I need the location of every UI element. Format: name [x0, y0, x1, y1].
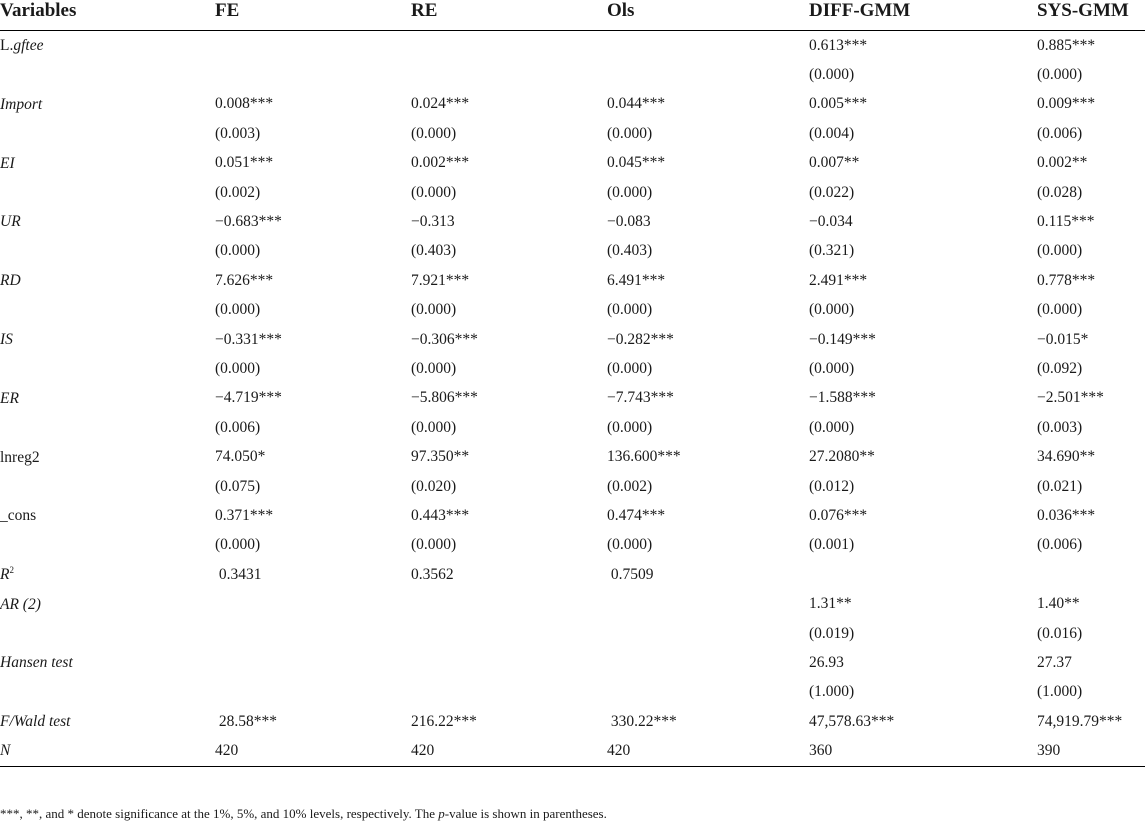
table-row — [0, 560, 1145, 589]
table-row — [0, 736, 1145, 766]
table-cell: 420 — [215, 736, 411, 766]
variable-label — [0, 736, 215, 766]
variable-label — [0, 501, 215, 530]
table-cell: 0.613*** — [809, 36, 868, 54]
column-header: FE — [215, 0, 411, 31]
table-cell: −0.083 — [607, 213, 651, 231]
variable-label — [0, 237, 215, 266]
variable-label-italic: gftee — [13, 37, 44, 55]
table-cell: (0.000) — [809, 359, 855, 377]
table-cell: 0.005*** — [809, 95, 868, 113]
table-cell: 0.051*** — [215, 154, 274, 172]
table-cell: (0.403) — [411, 242, 457, 260]
table-cell: 0.474*** — [607, 506, 666, 524]
table-cell: (0.321) — [809, 242, 855, 260]
variable-label — [0, 207, 215, 236]
table-cell: −1.588*** — [809, 389, 876, 407]
table-row — [0, 707, 1145, 736]
table-cell: −0.331*** — [215, 330, 282, 348]
table-cell — [607, 31, 809, 61]
variable-label — [0, 589, 215, 618]
table-cell: −5.806*** — [411, 389, 478, 407]
variable-label-italic: UR — [0, 213, 21, 231]
table-cell: (1.000) — [809, 683, 855, 701]
table-cell — [411, 589, 607, 618]
table-row — [0, 60, 1145, 89]
variable-label-italic: Hansen test — [0, 654, 73, 672]
variable-label-italic: AR (2) — [0, 595, 41, 613]
table-cell: (0.006) — [1037, 124, 1083, 142]
table-cell: 47,578.63*** — [809, 712, 895, 730]
table-cell: (0.000) — [607, 418, 653, 436]
variable-label — [0, 531, 215, 560]
table-cell: (0.006) — [1037, 536, 1083, 554]
table-cell: 74,919.79*** — [1037, 712, 1123, 730]
table-cell: 216.22*** — [411, 712, 477, 730]
table-cell: (0.000) — [215, 301, 261, 319]
table-cell: (1.000) — [1037, 683, 1083, 701]
table-row — [0, 149, 1145, 178]
table-footnote — [0, 806, 607, 822]
table-cell — [1037, 560, 1145, 589]
table-cell: 0.044*** — [607, 95, 666, 113]
table-cell: (0.403) — [607, 242, 653, 260]
table-row — [0, 678, 1145, 707]
table-row — [0, 237, 1145, 266]
table-row — [0, 31, 1145, 61]
table-cell: (0.020) — [411, 477, 457, 495]
table-cell: 26.93 — [809, 653, 844, 671]
footnote-p-italic: p — [438, 806, 445, 821]
table-cell: (0.019) — [809, 624, 855, 642]
table-row — [0, 589, 1145, 618]
table-cell: 27.2080** — [809, 448, 875, 466]
table-cell: −4.719*** — [215, 389, 282, 407]
variable-label — [0, 90, 215, 119]
table-cell: 7.921*** — [411, 271, 470, 289]
table-cell — [215, 619, 411, 648]
variable-label — [0, 384, 215, 413]
table-cell — [215, 648, 411, 677]
table-cell: (0.003) — [215, 124, 261, 142]
table-cell — [411, 648, 607, 677]
table-cell: (0.002) — [215, 183, 261, 201]
table-cell: (0.000) — [1037, 301, 1083, 319]
table-row — [0, 413, 1145, 442]
table-cell: (0.000) — [411, 536, 457, 554]
table-cell: (0.092) — [1037, 359, 1083, 377]
table-cell — [607, 589, 809, 618]
variable-label-italic: Import — [0, 96, 43, 114]
variable-label-italic: ER — [0, 389, 19, 407]
table-row — [0, 119, 1145, 148]
table-cell: (0.002) — [607, 477, 653, 495]
table-cell: 0.778*** — [1037, 271, 1096, 289]
footnote-post: -value is shown in parentheses. — [444, 806, 607, 821]
variable-label-plain: L. — [0, 37, 14, 55]
table-cell — [215, 678, 411, 707]
table-cell: 0.009*** — [1037, 95, 1096, 113]
table-cell — [411, 678, 607, 707]
table-cell: (0.000) — [607, 301, 653, 319]
variable-label-italic: N — [0, 742, 11, 760]
table-row — [0, 354, 1145, 383]
table-cell: 0.008*** — [215, 95, 274, 113]
variable-label — [0, 619, 215, 648]
table-cell — [411, 31, 607, 61]
column-header: DIFF-GMM — [809, 0, 1037, 31]
table-row — [0, 619, 1145, 648]
table-cell: −0.313 — [411, 213, 455, 231]
table-cell: 1.40** — [1037, 595, 1080, 613]
table-cell: 97.350** — [411, 448, 470, 466]
table-cell: (0.075) — [215, 477, 261, 495]
table-cell: (0.021) — [1037, 477, 1083, 495]
table-cell: (0.000) — [607, 183, 653, 201]
table-cell: (0.004) — [809, 124, 855, 142]
footnote-pre: ***, **, and * denote significance at the 1%, 5%, and 10% levels, respectively. The — [0, 806, 439, 821]
table-cell: 390 — [1037, 736, 1145, 766]
table-cell: (0.000) — [411, 183, 457, 201]
table-cell: 6.491*** — [607, 271, 666, 289]
variable-label — [0, 60, 215, 89]
table-cell: −2.501*** — [1037, 389, 1104, 407]
table-cell: (0.000) — [411, 124, 457, 142]
table-cell: −0.306*** — [411, 330, 478, 348]
table-cell: (0.028) — [1037, 183, 1083, 201]
column-header: Variables — [0, 0, 215, 31]
table-header — [0, 0, 1145, 31]
variable-label-italic: R — [0, 566, 10, 584]
table-cell: 0.045*** — [607, 154, 666, 172]
table-cell: 0.3562 — [411, 565, 454, 583]
variable-label — [0, 707, 215, 736]
table-cell — [607, 619, 809, 648]
table-cell — [809, 560, 1037, 589]
table-cell — [607, 648, 809, 677]
table-cell: (0.000) — [607, 359, 653, 377]
table-cell: 74.050* — [215, 448, 266, 466]
table-cell: 420 — [607, 736, 809, 766]
table-cell: 0.024*** — [411, 95, 470, 113]
table-row — [0, 296, 1145, 325]
table-cell: 0.036*** — [1037, 506, 1096, 524]
variable-label — [0, 119, 215, 148]
column-header: Ols — [607, 0, 809, 31]
table-cell: −0.683*** — [215, 213, 282, 231]
table-cell: (0.000) — [411, 359, 457, 377]
table-row — [0, 207, 1145, 236]
table-row — [0, 472, 1145, 501]
table-cell: 360 — [809, 736, 1037, 766]
header-row — [0, 0, 1145, 31]
table-cell: 28.58*** — [215, 712, 277, 730]
table-cell — [215, 589, 411, 618]
table-cell: −7.743*** — [607, 389, 674, 407]
table-cell: (0.000) — [411, 301, 457, 319]
table-cell — [215, 60, 411, 89]
table-row — [0, 90, 1145, 119]
table-body — [0, 31, 1145, 767]
variable-label — [0, 442, 215, 471]
variable-label-italic: F/Wald test — [0, 713, 71, 731]
table-cell — [411, 619, 607, 648]
table-cell: 0.3431 — [215, 565, 262, 583]
variable-label — [0, 354, 215, 383]
table-row — [0, 325, 1145, 354]
table-cell: (0.000) — [215, 536, 261, 554]
table-cell: 0.002** — [1037, 154, 1088, 172]
table-cell: (0.000) — [1037, 242, 1083, 260]
table-cell: 330.22*** — [607, 712, 677, 730]
table-cell: 27.37 — [1037, 653, 1072, 671]
table-cell: 34.690** — [1037, 448, 1096, 466]
table-cell: 7.626*** — [215, 271, 274, 289]
variable-label-italic: EI — [0, 154, 15, 172]
table-cell: (0.003) — [1037, 418, 1083, 436]
column-header: RE — [411, 0, 607, 31]
table-cell — [215, 31, 411, 61]
table-cell: (0.000) — [607, 124, 653, 142]
variable-label — [0, 31, 215, 61]
table-cell: 2.491*** — [809, 271, 868, 289]
table-cell: (0.000) — [809, 301, 855, 319]
table-cell: −0.034 — [809, 213, 853, 231]
table-row — [0, 531, 1145, 560]
table-cell: 0.371*** — [215, 506, 274, 524]
table-cell: (0.000) — [607, 536, 653, 554]
variable-label-plain: _cons — [0, 507, 37, 525]
table-cell: −0.282*** — [607, 330, 674, 348]
table-row — [0, 648, 1145, 677]
variable-label-plain: lnreg2 — [0, 448, 40, 466]
table-cell: (0.000) — [215, 359, 261, 377]
variable-label — [0, 472, 215, 501]
table-cell: (0.022) — [809, 183, 855, 201]
table-cell: (0.000) — [411, 418, 457, 436]
table-cell: (0.000) — [809, 66, 855, 84]
variable-label — [0, 560, 215, 589]
table-cell: 0.7509 — [607, 565, 654, 583]
variable-label — [0, 648, 215, 677]
variable-label — [0, 178, 215, 207]
table-cell: (0.000) — [809, 418, 855, 436]
table-cell — [411, 60, 607, 89]
table-cell: −0.149*** — [809, 330, 876, 348]
table-cell: (0.006) — [215, 418, 261, 436]
variable-label — [0, 413, 215, 442]
table-row — [0, 442, 1145, 471]
variable-label — [0, 678, 215, 707]
table-row — [0, 384, 1145, 413]
variable-label — [0, 296, 215, 325]
table-cell: 0.076*** — [809, 506, 868, 524]
table-row — [0, 501, 1145, 530]
table-cell: 136.600*** — [607, 448, 681, 466]
table-cell: (0.000) — [215, 242, 261, 260]
variable-label — [0, 266, 215, 295]
table-cell: (0.012) — [809, 477, 855, 495]
table-cell: 420 — [411, 736, 607, 766]
variable-label-superscript: 2 — [9, 565, 14, 576]
table-cell: −0.015* — [1037, 330, 1089, 348]
variable-label-italic: RD — [0, 272, 21, 290]
table-cell: 0.002*** — [411, 154, 470, 172]
column-header: SYS-GMM — [1037, 0, 1145, 31]
table-cell: (0.016) — [1037, 624, 1083, 642]
table-cell: 0.885*** — [1037, 36, 1096, 54]
table-cell: (0.001) — [809, 536, 855, 554]
table-row — [0, 178, 1145, 207]
table-cell: 0.007** — [809, 154, 860, 172]
variable-label — [0, 325, 215, 354]
table-row — [0, 266, 1145, 295]
table-cell: 1.31** — [809, 595, 852, 613]
variable-label — [0, 149, 215, 178]
table-cell: 0.115*** — [1037, 213, 1095, 231]
table-cell: 0.443*** — [411, 506, 470, 524]
table-cell: (0.000) — [1037, 66, 1083, 84]
table-cell — [607, 678, 809, 707]
table-cell — [607, 60, 809, 89]
variable-label-italic: IS — [0, 331, 13, 349]
